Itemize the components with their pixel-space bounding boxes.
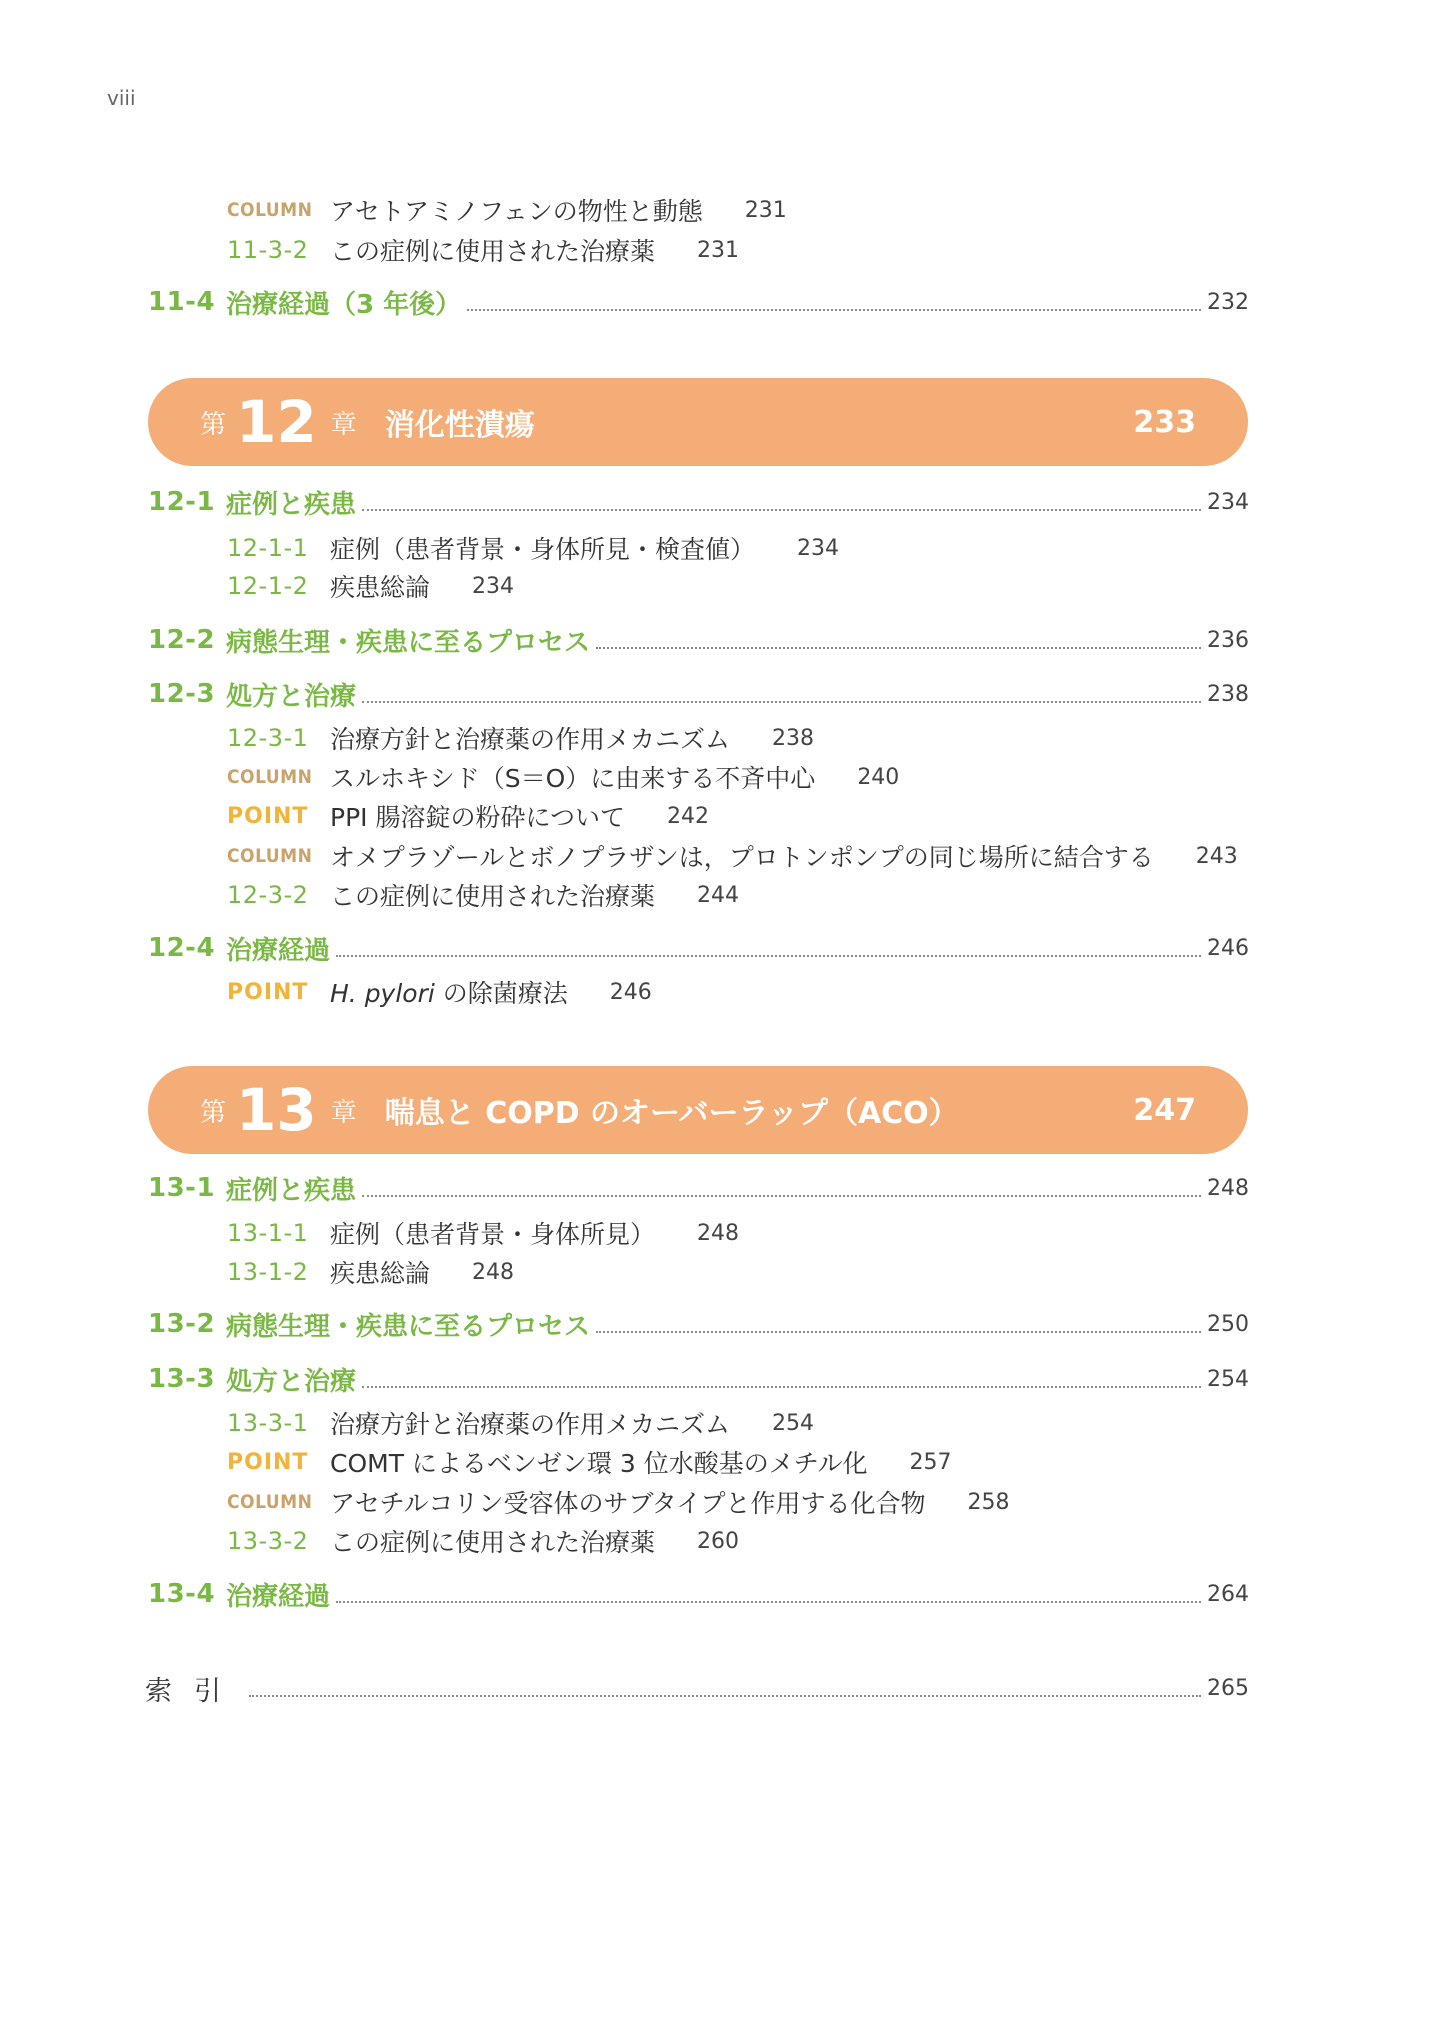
chapter-title: 消化性潰瘍 (384, 408, 535, 443)
chapter-banner-13[interactable] (148, 1066, 1248, 1154)
page-number: viii (107, 86, 136, 110)
section-number: 13-1 (148, 1173, 216, 1203)
section-page: 238 (1207, 681, 1249, 707)
entry-page: 238 (772, 725, 815, 751)
section-page: 246 (1207, 935, 1249, 961)
toc-subsection-entry[interactable] (227, 530, 839, 566)
entry-page: 234 (797, 535, 840, 561)
toc-subsection-entry[interactable] (227, 568, 514, 604)
section-page: 254 (1207, 1366, 1249, 1392)
column-tag: COLUMN (227, 199, 313, 221)
toc-section-entry[interactable] (148, 1306, 1249, 1342)
chapter-prefix: 第 (200, 409, 227, 440)
entry-page: 244 (697, 882, 740, 908)
entry-page: 258 (967, 1489, 1010, 1515)
subsection-number: 12-1-1 (227, 534, 309, 562)
toc-column-entry[interactable] (227, 192, 787, 228)
section-number: 11-4 (148, 287, 216, 317)
toc-subsection-entry[interactable] (227, 1215, 739, 1251)
index-page: 265 (1207, 1675, 1249, 1701)
toc-section-entry[interactable] (148, 484, 1249, 520)
toc-section-entry[interactable] (148, 676, 1249, 712)
toc-subsection-entry[interactable] (227, 877, 739, 913)
section-number: 12-3 (148, 679, 216, 709)
toc-subsection-entry[interactable] (227, 1405, 814, 1441)
entry-title: スルホキシド（S＝O）に由来する不斉中心 (330, 764, 816, 793)
leader-dots (596, 644, 1201, 649)
entry-title (330, 974, 568, 1010)
toc-section-entry[interactable] (148, 1170, 1249, 1206)
column-tag: COLUMN (227, 1491, 313, 1513)
entry-page: 234 (472, 573, 515, 599)
column-tag: COLUMN (227, 766, 313, 788)
section-number: 13-2 (148, 1309, 216, 1339)
entry-title: 治療方針と治療薬の作用メカニズム (330, 1410, 731, 1439)
chapter-title: 喘息と COPD のオーバーラップ（ACO） (384, 1096, 959, 1131)
chapter-suffix: 章 (330, 1097, 357, 1128)
section-number: 13-3 (148, 1364, 216, 1394)
entry-title: この症例に使用された治療薬 (330, 882, 656, 911)
entry-page: 243 (1195, 843, 1238, 869)
section-number: 12-4 (148, 933, 216, 963)
subsection-number: 12-1-2 (227, 572, 309, 600)
chapter-suffix: 章 (330, 409, 357, 440)
section-number: 12-2 (148, 625, 216, 655)
section-title: 治療経過（3 年後） (226, 289, 462, 320)
section-page: 248 (1207, 1175, 1249, 1201)
toc-subsection-entry[interactable] (227, 720, 814, 756)
section-title: 処方と治療 (226, 681, 357, 712)
leader-dots (249, 1692, 1201, 1697)
toc-point-entry[interactable] (227, 974, 652, 1010)
section-title: 治療経過 (226, 1581, 331, 1612)
chapter-number: 12 (236, 388, 317, 456)
leader-dots (336, 952, 1201, 957)
subsection-number: 11-3-2 (227, 236, 309, 264)
entry-page: 248 (697, 1220, 740, 1246)
toc-column-entry[interactable] (227, 759, 899, 795)
chapter-banner-12[interactable] (148, 378, 1248, 466)
subsection-number: 12-3-1 (227, 724, 309, 752)
entry-title: 症例（患者背景・身体所見・検査値） (330, 535, 756, 564)
entry-page: 231 (744, 197, 787, 223)
section-page: 232 (1207, 289, 1249, 315)
leader-dots (362, 1383, 1201, 1388)
subsection-number: 13-1-2 (227, 1258, 309, 1286)
section-number: 13-4 (148, 1579, 216, 1609)
section-title: 病態生理・疾患に至るプロセス (226, 1311, 591, 1342)
entry-title: COMT によるベンゼン環 3 位水酸基のメチル化 (330, 1449, 868, 1478)
entry-page: 246 (609, 979, 652, 1005)
section-title: 治療経過 (226, 935, 331, 966)
point-tag: POINT (227, 1449, 309, 1475)
entry-page: 257 (909, 1449, 952, 1475)
toc-subsection-entry[interactable] (227, 232, 739, 268)
section-page: 234 (1207, 489, 1249, 515)
subsection-number: 13-3-2 (227, 1527, 309, 1555)
toc-column-entry[interactable] (227, 1484, 1010, 1520)
toc-column-entry[interactable] (227, 838, 1238, 874)
toc-section-entry[interactable] (148, 1361, 1249, 1397)
entry-title: 疾患総論 (330, 573, 431, 602)
chapter-page: 233 (1133, 404, 1196, 440)
section-page: 250 (1207, 1311, 1249, 1337)
entry-title: アセチルコリン受容体のサブタイプと作用する化合物 (330, 1489, 926, 1518)
toc-index-entry[interactable] (145, 1670, 1249, 1706)
entry-title: この症例に使用された治療薬 (330, 237, 656, 266)
toc-section-entry[interactable] (148, 622, 1249, 658)
entry-title: アセトアミノフェンの物性と動態 (330, 197, 703, 226)
toc-point-entry[interactable] (227, 798, 709, 834)
subsection-number: 12-3-2 (227, 881, 309, 909)
section-page: 236 (1207, 627, 1249, 653)
entry-page: 240 (857, 764, 900, 790)
toc-section-entry[interactable] (148, 1576, 1249, 1612)
entry-page: 254 (772, 1410, 815, 1436)
section-title: 病態生理・疾患に至るプロセス (226, 627, 591, 658)
toc-subsection-entry[interactable] (227, 1254, 514, 1290)
entry-title: PPI 腸溶錠の粉砕について (330, 803, 625, 832)
entry-title: この症例に使用された治療薬 (330, 1528, 656, 1557)
column-tag: COLUMN (227, 845, 313, 867)
subsection-number: 13-3-1 (227, 1409, 309, 1437)
entry-title: 治療方針と治療薬の作用メカニズム (330, 725, 731, 754)
entry-title: 症例（患者背景・身体所見） (330, 1220, 656, 1249)
section-title: 症例と疾患 (226, 489, 357, 520)
section-title: 症例と疾患 (226, 1175, 357, 1206)
leader-dots (336, 1598, 1201, 1603)
entry-page: 231 (697, 237, 740, 263)
leader-dots (362, 1192, 1201, 1197)
leader-dots (362, 506, 1201, 511)
entry-page: 242 (666, 803, 709, 829)
chapter-number: 13 (236, 1076, 317, 1144)
toc-point-entry[interactable] (227, 1444, 951, 1480)
chapter-prefix: 第 (200, 1097, 227, 1128)
toc-section-entry[interactable] (148, 930, 1249, 966)
italic-term: H. pylori (330, 979, 435, 1008)
entry-page: 260 (697, 1528, 740, 1554)
leader-dots (596, 1328, 1201, 1333)
section-page: 264 (1207, 1581, 1249, 1607)
leader-dots (467, 306, 1201, 311)
entry-page: 248 (472, 1259, 515, 1285)
toc-subsection-entry[interactable] (227, 1523, 739, 1559)
toc-section-entry[interactable] (148, 284, 1249, 320)
index-title: 索引 (145, 1675, 243, 1707)
point-tag: POINT (227, 803, 309, 829)
point-tag: POINT (227, 979, 309, 1005)
subsection-number: 13-1-1 (227, 1219, 309, 1247)
chapter-page: 247 (1133, 1092, 1196, 1128)
section-number: 12-1 (148, 487, 216, 517)
leader-dots (362, 698, 1201, 703)
entry-title: オメプラゾールとボノプラザンは，プロトンポンプの同じ場所に結合する (330, 843, 1154, 872)
entry-title-rest: の除菌療法 (434, 979, 568, 1008)
section-title: 処方と治療 (226, 1366, 357, 1397)
entry-title: 疾患総論 (330, 1259, 431, 1288)
